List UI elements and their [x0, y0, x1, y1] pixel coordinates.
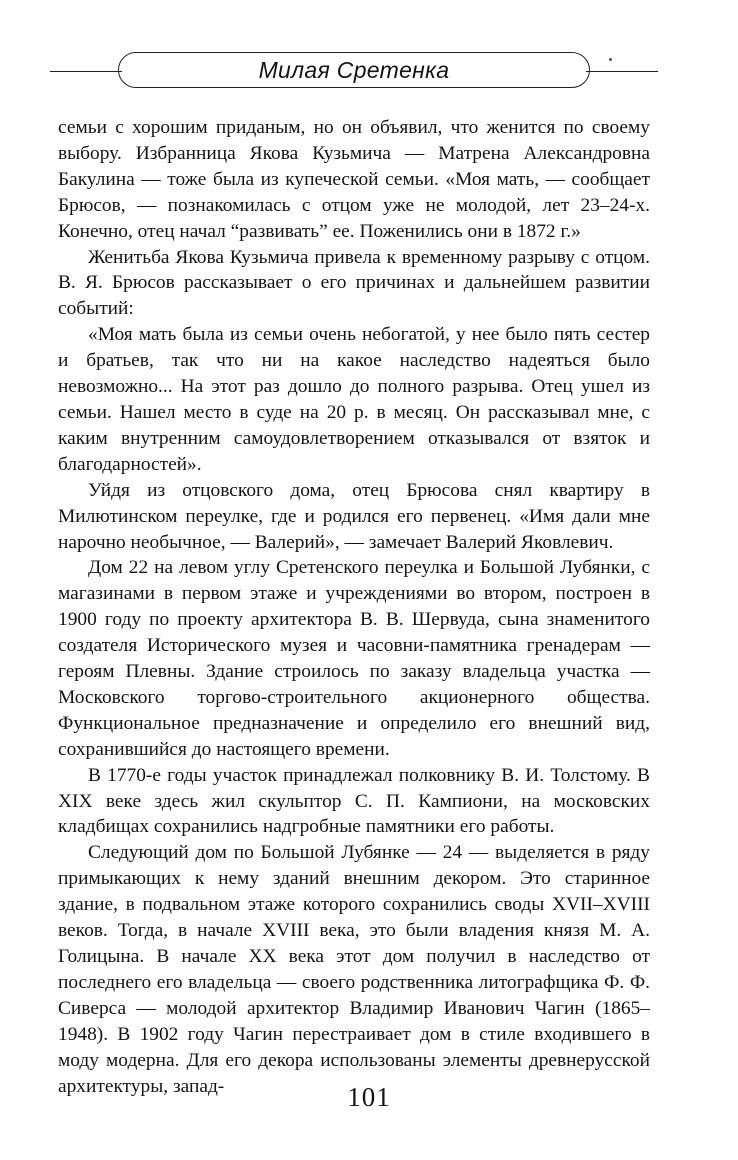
print-speck [609, 58, 612, 61]
header-rule-left [50, 71, 122, 72]
header-rule-right [586, 71, 658, 72]
block-quote: «Моя мать была из семьи очень небогатой, у нее было пять сестер и братьев, так что ни на какое наследство надеяться было невозможно... На этот раз дошло до полного разрыва. Отец ушел из семьи. Нашел место в суде на 20 р. в месяц. Он рассказывал мне, с каким внутренним самоудовлетворением отказывался от взяток и благодарностей». [58, 324, 650, 475]
paragraph: Следующий дом по Большой Лубянке — 24 — выделяется в ряду примыкающих к нему зданий внешним декором. Это старинное здание, в подвальном этаже которого сохранились своды XVII–XVIII веков. Тогда, в начале XVIII века, это были владения князя М. А. Голицына. В начале XX века этот дом получил в наследство от последнего его владельца — своего родственника литографщика Ф. Ф. Сиверса — молодой архитектор Владимир Иванович Чагин (1865–1948). В 1902 году Чагин перестраивает дом в стиле входившего в моду модерна. Для его декора использованы элементы древнерусской архитектуры, запад- [58, 842, 650, 1097]
running-title: Милая Сретенка [118, 52, 590, 88]
page-number: 101 [347, 1082, 391, 1112]
paragraph: Дом 22 на левом углу Сретенского переулка и Большой Лубянки, с магазинами в первом этаже и учреждениями во втором, построен в 1900 году по проекту архитектора В. В. Шервуда, сына знаменитого создателя Исторического музея и часовни-памятника гренадерам — героям Плевны. Здание строилось по заказу владельца участка — Московского торгово-строительного акционерного общества. Функциональное предназначение и определило его внешний вид, сохранившийся до настоящего времени. [58, 557, 650, 760]
paragraph: В 1770-е годы участок принадлежал полковнику В. И. Толстому. В XIX веке здесь жил скульптор С. П. Кампиони, на московских кладбищах сохранились надгробные памятники его работы. [58, 764, 650, 838]
paragraph: Женитьба Якова Кузьмича привела к временному разрыву с отцом. В. Я. Брюсов рассказывает о его причинах и дальнейшем развитии событий: [58, 246, 650, 320]
body-text [58, 115, 650, 1099]
paragraph-continued: семьи с хорошим приданым, но он объявил, что женится по своему выбору. Избранница Якова Кузьмича — Матрена Александровна Бакулина — тоже была из купеческой семьи. «Моя мать, — сообщает Брюсов, — познакомилась с отцом уже не молодой, лет 23–24-х. Конечно, отец начал “развивать” ее. Поженились они в 1872 г.» [58, 117, 650, 242]
paragraph: Уйдя из отцовского дома, отец Брюсова снял квартиру в Милютинском переулке, где и родился его первенец. «Имя дали мне нарочно необычное, — Валерий», — замечает Валерий Яковлевич. [58, 479, 650, 553]
running-header [50, 52, 658, 92]
